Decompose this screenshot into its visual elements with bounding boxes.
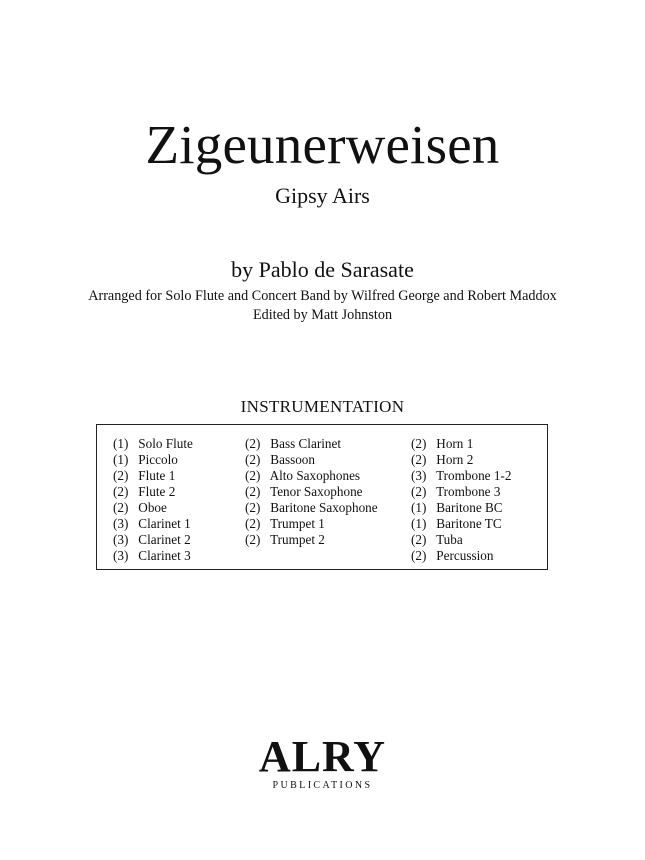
instrument-name: Flute 1 [138, 468, 176, 483]
instrument-name: Bass Clarinet [270, 436, 341, 451]
instrument-row [113, 484, 193, 500]
instrument-row [411, 516, 511, 532]
instrument-name: Tenor Saxophone [270, 484, 363, 499]
instrument-row [113, 516, 193, 532]
instrument-name: Clarinet 1 [138, 516, 191, 531]
instrument-row [113, 452, 193, 468]
instrument-row [411, 484, 511, 500]
instrument-quantity: (1) [411, 516, 427, 531]
instrument-row [245, 516, 378, 532]
instrument-quantity: (2) [245, 452, 261, 467]
instrument-quantity: (1) [113, 436, 129, 451]
instrument-row [245, 500, 378, 516]
instrument-quantity: (3) [113, 532, 129, 547]
instrument-name: Flute 2 [138, 484, 176, 499]
instrument-name: Trumpet 2 [270, 532, 325, 547]
instrument-name: Alto Saxophones [269, 468, 361, 483]
instrument-row [411, 532, 511, 548]
instrument-quantity: (2) [411, 436, 427, 451]
instrument-quantity: (2) [245, 436, 261, 451]
instrument-quantity: (2) [245, 484, 261, 499]
instrument-name: Baritone BC [436, 500, 503, 515]
instrument-quantity: (2) [411, 452, 427, 467]
instrument-name: Tuba [436, 532, 463, 547]
instrument-quantity: (3) [411, 468, 427, 483]
instrument-name: Clarinet 3 [138, 548, 191, 563]
instrument-name: Trombone 3 [436, 484, 501, 499]
instrument-row [245, 436, 378, 452]
instrument-quantity: (2) [411, 548, 427, 563]
instrument-quantity: (3) [113, 548, 129, 563]
instrument-quantity: (2) [411, 484, 427, 499]
instrument-row [245, 468, 378, 484]
instrument-name: Clarinet 2 [138, 532, 191, 547]
instrument-quantity: (2) [113, 468, 129, 483]
instrument-row [245, 532, 378, 548]
instrument-row [113, 468, 193, 484]
editor-credit: Edited by Matt Johnston [252, 307, 393, 323]
instrument-name: Baritone Saxophone [270, 500, 378, 515]
instrument-quantity: (2) [245, 532, 261, 547]
logo-wordmark: ALRY [258, 732, 387, 781]
instrument-name: Bassoon [270, 452, 315, 467]
instrument-column-2 [245, 436, 378, 548]
instrument-name: Horn 1 [436, 436, 474, 451]
logo-subtitle: PUBLICATIONS [272, 780, 373, 791]
instrument-quantity: (2) [245, 500, 261, 515]
instrumentation-box [96, 424, 548, 570]
instrument-row [411, 452, 511, 468]
instrument-row [113, 500, 193, 516]
instrument-row [411, 436, 511, 452]
instrument-row [245, 484, 378, 500]
instrument-name: Trumpet 1 [270, 516, 325, 531]
instrument-name: Percussion [436, 548, 494, 563]
instrument-row [113, 436, 193, 452]
instrument-name: Oboe [138, 500, 167, 515]
instrument-quantity: (2) [113, 500, 129, 515]
page-title: Zigeunerweisen [145, 114, 500, 175]
instrument-name: Piccolo [138, 452, 178, 467]
instrument-row [113, 532, 193, 548]
instrument-row [245, 452, 378, 468]
instrument-name: Solo Flute [138, 436, 193, 451]
instrument-quantity: (1) [113, 452, 129, 467]
instrument-row [411, 548, 511, 564]
instrument-row [411, 468, 511, 484]
instrument-row [411, 500, 511, 516]
instrument-quantity: (2) [245, 516, 261, 531]
instrument-quantity: (1) [411, 500, 427, 515]
instrument-name: Horn 2 [436, 452, 474, 467]
instrumentation-heading: INSTRUMENTATION [240, 397, 405, 416]
composer-credit: by Pablo de Sarasate [231, 257, 414, 282]
instrument-row [113, 548, 193, 564]
arranger-credit: Arranged for Solo Flute and Concert Band by Wilfred George and Robert Maddox [88, 288, 557, 304]
instrument-name: Trombone 1-2 [436, 468, 512, 483]
subtitle: Gipsy Airs [275, 183, 370, 208]
instrument-column-1 [113, 436, 193, 564]
instrument-quantity: (3) [113, 516, 129, 531]
instrument-column-3 [411, 436, 511, 564]
publisher-logo [0, 734, 645, 792]
instrument-quantity: (2) [113, 484, 129, 499]
instrument-quantity: (2) [245, 468, 261, 483]
instrument-quantity: (2) [411, 532, 427, 547]
instrument-name: Baritone TC [436, 516, 502, 531]
